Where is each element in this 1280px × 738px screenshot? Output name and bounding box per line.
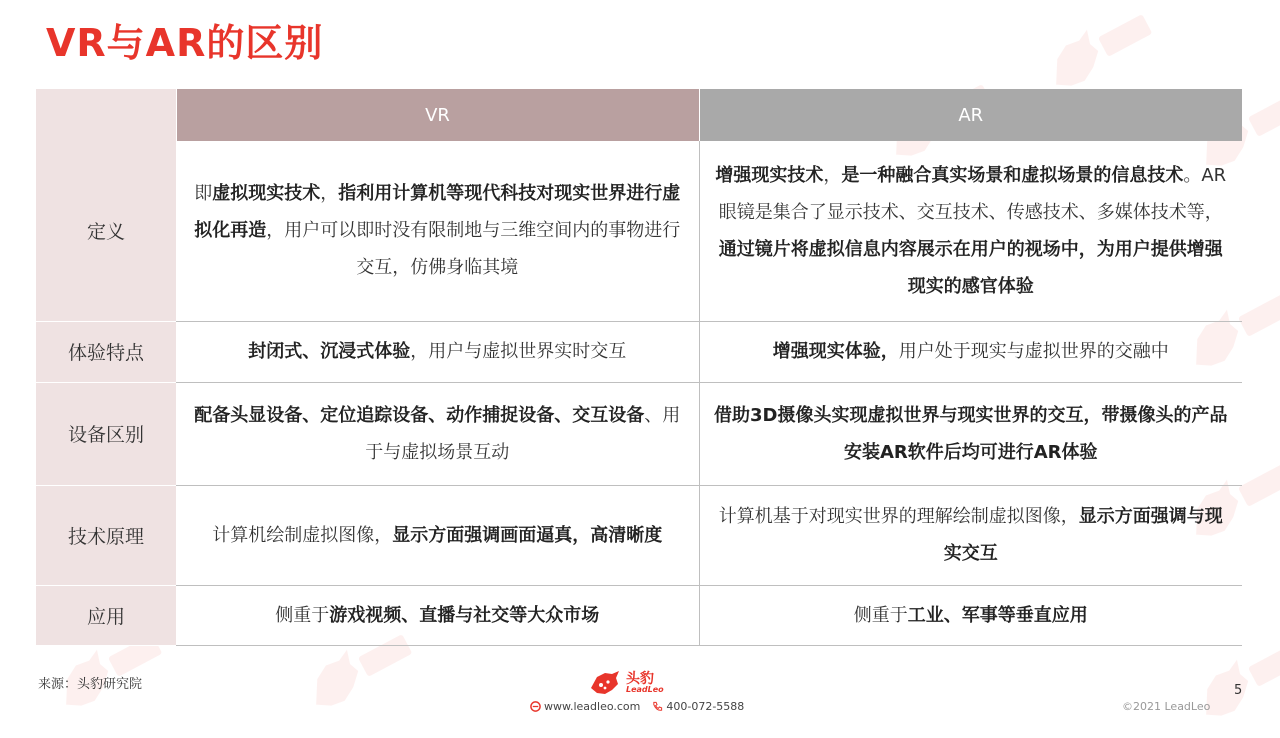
ar-cell xyxy=(699,585,1242,645)
web-icon xyxy=(530,701,541,712)
row-label: 设备区别 xyxy=(36,382,176,485)
vr-cell xyxy=(176,321,699,382)
text-segment: 计算机基于对现实世界的理解绘制虚拟图像， xyxy=(718,506,1079,527)
text-segment: ，用户可以即时没有限制地与三维空间内的事物进行交互，仿佛身临其境 xyxy=(266,220,681,279)
table-row xyxy=(36,585,1242,645)
table-header-row xyxy=(36,89,1242,141)
text-segment: 侧重于 xyxy=(275,604,330,626)
bold-text: 工业、军事等垂直应用 xyxy=(907,604,1088,626)
bold-text: 游戏视频、直播与社交等大众市场 xyxy=(329,604,600,626)
row-label: 技术原理 xyxy=(36,485,176,585)
ar-cell xyxy=(699,485,1242,585)
vr-cell xyxy=(176,485,699,585)
text-segment: 用户处于现实与虚拟世界的交融中 xyxy=(898,341,1169,362)
text-segment: ， xyxy=(823,164,842,186)
text-segment: 计算机绘制虚拟图像， xyxy=(212,524,393,546)
page-number: 5 xyxy=(1234,683,1243,698)
bold-text: 增强现实技术 xyxy=(715,164,824,186)
phone-text: 400-072-5588 xyxy=(666,700,745,713)
text-segment: 侧重于 xyxy=(853,604,908,626)
bold-text: 显示方面强调画面逼真，高清晰度 xyxy=(392,524,663,546)
comparison-table xyxy=(36,89,1242,646)
vr-cell xyxy=(176,585,699,645)
leopard-logo-icon xyxy=(588,668,622,698)
bold-text: 指利用计算机等现代科技对现实世界进行虚拟化再造 xyxy=(194,183,681,242)
bold-text: 配备头显设备、定位追踪设备、动作捕捉设备、交互设备 xyxy=(194,404,645,426)
phone-icon xyxy=(652,701,663,712)
copyright: ©2021 LeadLeo xyxy=(1122,700,1211,713)
table-row xyxy=(36,141,1242,321)
website-text: www.leadleo.com xyxy=(544,700,641,713)
row-label: 体验特点 xyxy=(36,321,176,382)
text-segment: ，用户与虚拟世界实时交互 xyxy=(410,341,627,362)
header-vr: VR xyxy=(176,89,699,141)
phone-info xyxy=(652,700,744,713)
logo-cn-text: 头豹 xyxy=(626,671,654,687)
text-segment: 。AR眼镜是集合了显示技术、交互技术、传感技术、多媒体技术等， xyxy=(718,164,1227,223)
logo-en-text: LeadLeo xyxy=(626,685,664,694)
vr-cell xyxy=(176,382,699,485)
row-label: 定义 xyxy=(36,141,176,321)
bold-text: 显示方面强调与现实交互 xyxy=(943,506,1223,564)
source-note: 来源：头豹研究院 xyxy=(38,677,143,692)
ar-cell xyxy=(699,382,1242,485)
row-label: 应用 xyxy=(36,585,176,645)
contact-info xyxy=(530,700,744,713)
bold-text: 通过镜片将虚拟信息内容展示在用户的视场中，为用户提供增强现实的感官体验 xyxy=(718,238,1223,297)
header-corner xyxy=(36,89,176,141)
bold-text: 增强现实体验， xyxy=(772,341,899,362)
table-row xyxy=(36,321,1242,382)
ar-cell xyxy=(699,321,1242,382)
vr-cell xyxy=(176,141,699,321)
table-row xyxy=(36,485,1242,585)
header-ar: AR xyxy=(699,89,1242,141)
website-link[interactable] xyxy=(530,700,640,713)
bold-text: 虚拟现实技术 xyxy=(212,183,321,205)
text-segment: ， xyxy=(320,183,339,205)
bold-text: 借助3D摄像头实现虚拟世界与现实世界的交互，带摄像头的产品安装AR软件后均可进行AR体验 xyxy=(714,404,1228,463)
text-segment: 、用于与虚拟场景互动 xyxy=(365,404,681,463)
page-title: VR与AR的区别 xyxy=(46,21,324,65)
bold-text: 是一种融合真实场景和虚拟场景的信息技术 xyxy=(841,164,1184,186)
leadleo-logo xyxy=(588,666,698,700)
ar-cell xyxy=(699,141,1242,321)
table-row xyxy=(36,382,1242,485)
text-segment: 即 xyxy=(194,183,213,205)
bold-text: 封闭式、沉浸式体验 xyxy=(248,341,411,362)
